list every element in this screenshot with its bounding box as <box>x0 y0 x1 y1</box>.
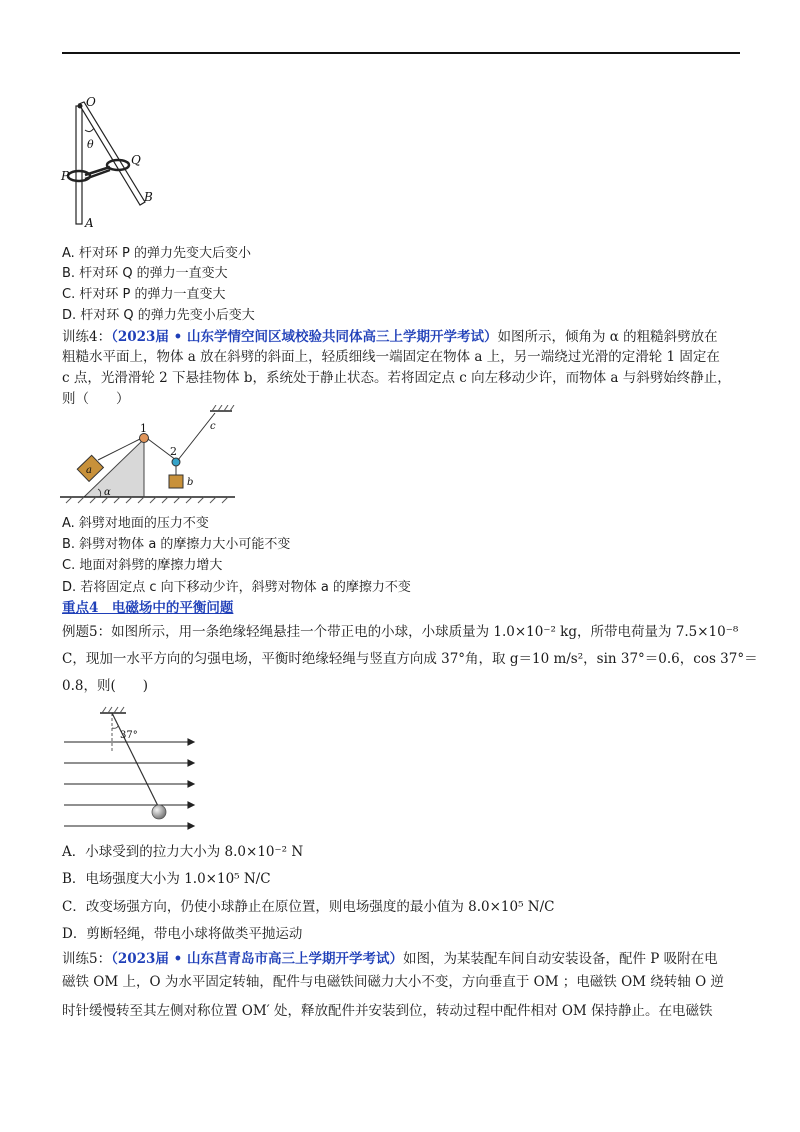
label-B: B <box>144 190 153 204</box>
q3-option-b: B. 杆对环 Q 的弹力一直变大 <box>62 266 228 281</box>
q4-text1: 如图所示，倾角为 α 的粗糙斜劈放在 <box>497 329 718 345</box>
q5-option-b: B．电场强度大小为 1.0×10⁵ N/C <box>62 871 271 887</box>
figure-wedge-pulleys <box>60 405 260 510</box>
q4-option-a: A. 斜劈对地面的压力不变 <box>62 516 209 531</box>
q4-line1 <box>62 327 718 347</box>
q3-option-d: D. 杆对环 Q 的弹力先变小后变大 <box>62 308 255 323</box>
q4-line3: c 点，光滑滑轮 2 下悬挂物体 b，系统处于静止状态。若将固定点 c 向左移动少许，而物体 a 与斜劈始终静止， <box>62 370 731 386</box>
q5-line2: C，现加一水平方向的匀强电场，平衡时绝缘轻绳与竖直方向成 37°角，取 g＝10 m/s²，sin 37°＝0.6，cos 37°＝ <box>62 651 758 667</box>
q4-option-d: D. 若将固定点 c 向下移动少许，斜劈对物体 a 的摩擦力不变 <box>62 580 411 595</box>
figure-charged-ball <box>60 702 200 832</box>
q3-option-c: C. 杆对环 P 的弹力一直变大 <box>62 287 226 302</box>
figure-rods-rings <box>60 92 170 232</box>
section-heading: 重点4 电磁场中的平衡问题 <box>62 600 234 616</box>
label-P: P <box>61 169 70 183</box>
label-c: c <box>210 421 216 432</box>
label-pulley-1: 1 <box>140 422 147 435</box>
q4-option-b: B. 斜劈对物体 a 的摩擦力大小可能不变 <box>62 537 291 552</box>
q5-line3: 0.8，则( ) <box>62 678 149 694</box>
q6-line1 <box>62 949 718 969</box>
q5-option-c: C．改变场强方向，仍使小球静止在原位置，则电场强度的最小值为 8.0×10⁵ N/C <box>62 899 555 915</box>
q6-line2: 磁铁 OM 上，O 为水平固定转轴，配件与电磁铁间磁力大小不变，方向垂直于 OM ；电磁铁 OM 绕转轴 O 逆 <box>62 974 724 990</box>
label-theta: θ <box>87 138 94 151</box>
q6-prefix: 训练5： <box>62 951 112 967</box>
q4-line4: 则（ ） <box>62 391 130 407</box>
q5-option-d: D．剪断轻绳，带电小球将做类平抛运动 <box>62 926 303 942</box>
label-alpha: α <box>104 487 111 498</box>
label-A: A <box>85 216 94 230</box>
label-b: b <box>187 477 194 488</box>
label-pulley-2: 2 <box>170 445 177 458</box>
q6-line3: 时针缓慢转至其左侧对称位置 OM′ 处，释放配件并安装到位，转动过程中配件相对 OM 保持静止。在电磁铁 <box>62 1003 713 1019</box>
q4-line2: 粗糙水平面上，物体 a 放在斜劈的斜面上，轻质细线一端固定在物体 a 上，另一端绕过光滑的定滑轮 1 固定在 <box>62 349 720 365</box>
q6-source: （2023届 • 山东莒青岛市高三上学期开学考试） <box>111 951 403 967</box>
label-O: O <box>86 95 96 109</box>
q4-source: （2023届 • 山东学情空间区域校验共同体高三上学期开学考试） <box>111 329 498 345</box>
header-rule <box>62 52 740 54</box>
label-Q: Q <box>131 153 141 167</box>
label-a: a <box>86 465 92 476</box>
label-angle: 37° <box>120 730 138 741</box>
q5-option-a: A．小球受到的拉力大小为 8.0×10⁻² N <box>62 844 304 860</box>
q5-line1: 例题5：如图所示，用一条绝缘轻绳悬挂一个带正电的小球，小球质量为 1.0×10⁻² kg，所带电荷量为 7.5×10⁻⁸ <box>62 624 739 640</box>
q3-option-a: A. 杆对环 P 的弹力先变大后变小 <box>62 246 252 261</box>
q6-text1: 如图，为某装配车间自动安装设备，配件 P 吸附在电 <box>402 951 718 967</box>
q4-prefix: 训练4： <box>62 329 112 345</box>
q4-option-c: C. 地面对斜劈的摩擦力增大 <box>62 558 223 573</box>
